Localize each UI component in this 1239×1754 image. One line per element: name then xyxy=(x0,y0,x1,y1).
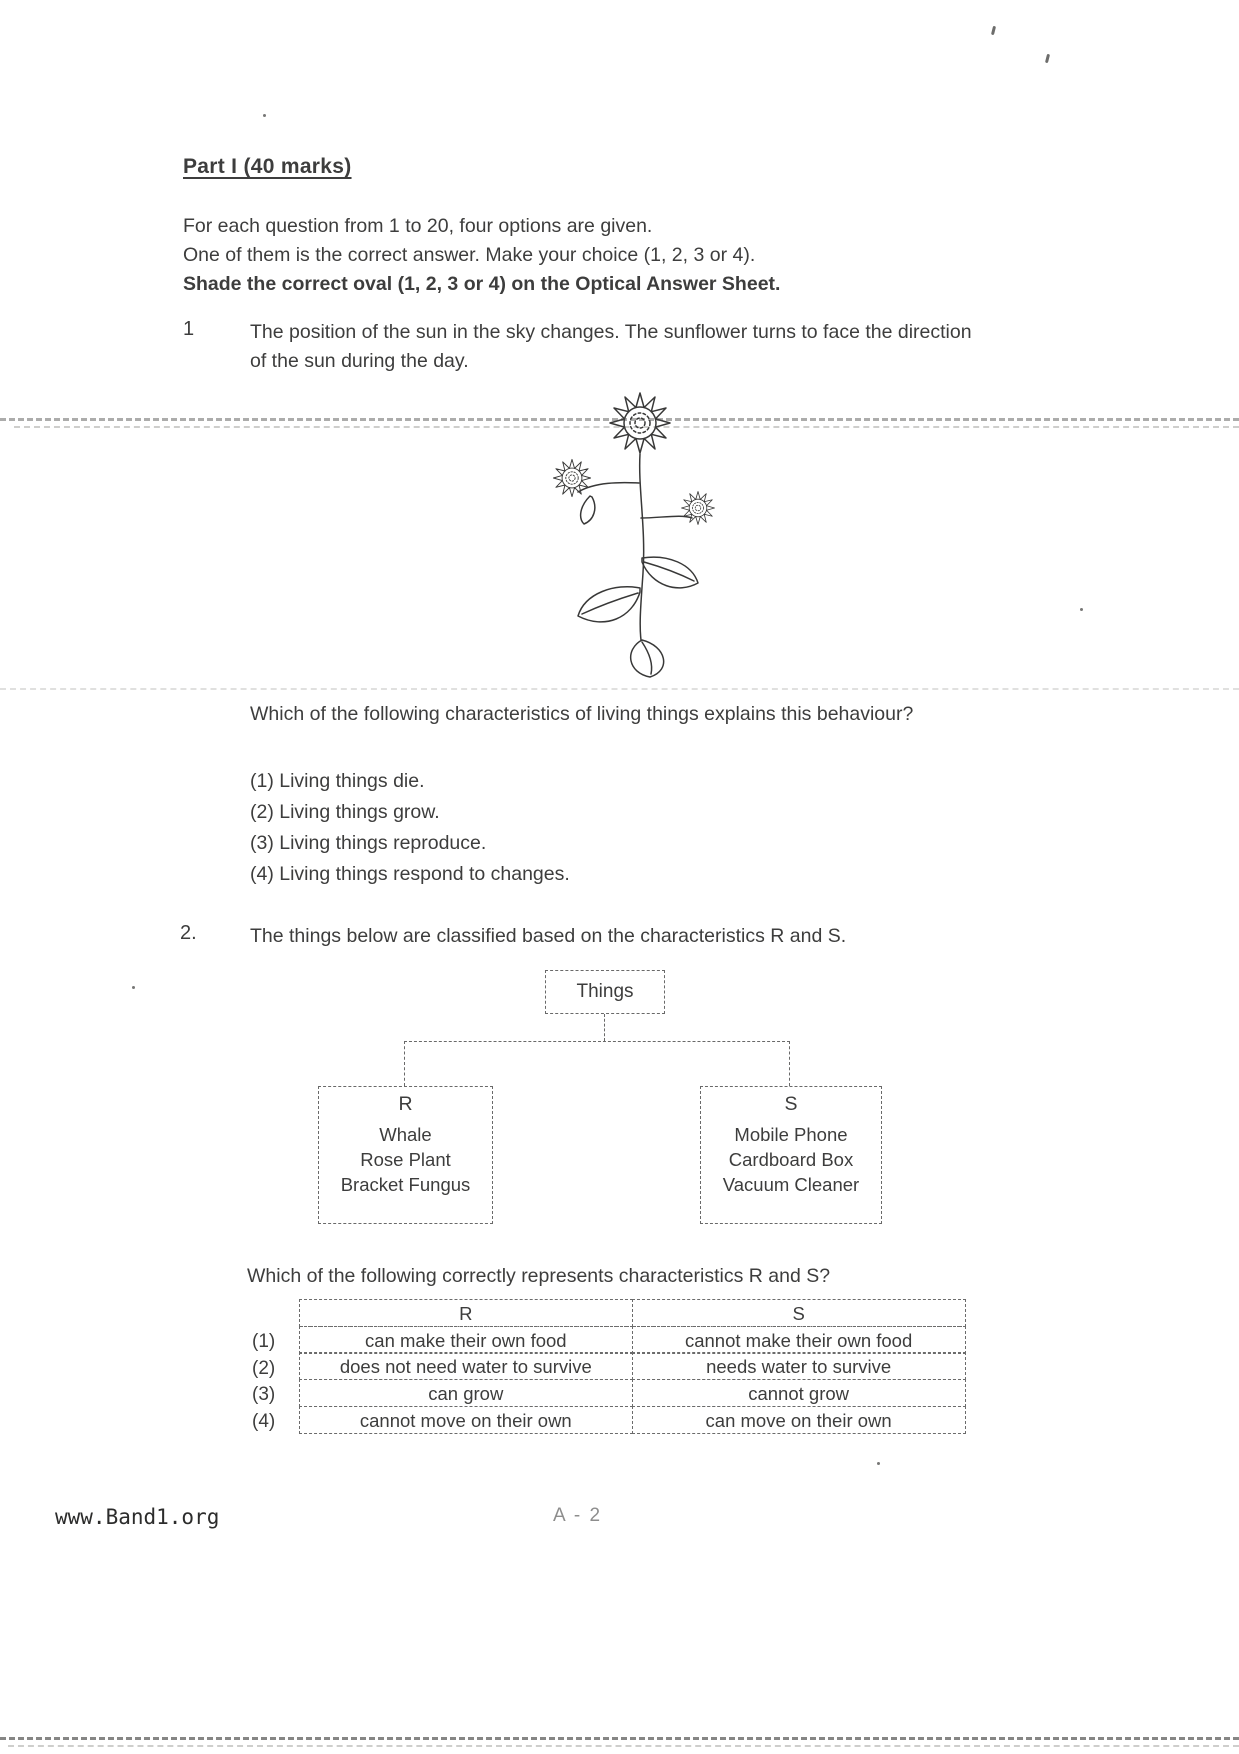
connector-line xyxy=(404,1041,405,1086)
column-header-s: S xyxy=(632,1299,966,1327)
cell-r: cannot move on their own xyxy=(299,1406,633,1434)
instruction-line-2: One of them is the correct answer. Make your choice (1, 2, 3 or 4). xyxy=(183,244,756,266)
question-2-number: 2. xyxy=(180,922,197,944)
table-row xyxy=(252,1380,966,1407)
group-s-item: Vacuum Cleaner xyxy=(722,1174,860,1195)
scan-artifact xyxy=(1080,608,1083,611)
scan-noise-band xyxy=(0,418,1239,421)
instruction-line-3: Shade the correct oval (1, 2, 3 or 4) on the Optical Answer Sheet. xyxy=(183,273,781,295)
scan-artifact xyxy=(263,114,266,117)
page-number: A - 2 xyxy=(553,1505,603,1526)
table-row xyxy=(252,1354,966,1381)
group-r-label: R xyxy=(398,1093,413,1115)
column-header-r: R xyxy=(299,1299,633,1327)
watermark-url: www.Band1.org xyxy=(55,1505,220,1529)
group-s-item: Mobile Phone xyxy=(734,1124,848,1145)
table-row xyxy=(252,1407,966,1434)
question-1-options xyxy=(250,766,570,890)
table-header-spacer xyxy=(252,1300,300,1327)
scan-noise-band xyxy=(14,426,1239,428)
group-s-item: Cardboard Box xyxy=(728,1149,854,1170)
cell-s: cannot make their own food xyxy=(632,1326,966,1354)
question-2-prompt: Which of the following correctly represents characteristics R and S? xyxy=(247,1265,831,1287)
option-number: (1) xyxy=(252,1330,276,1352)
question-2-stem: The things below are classified based on the characteristics R and S. xyxy=(250,925,847,947)
cell-s: needs water to survive xyxy=(632,1352,966,1380)
connector-line xyxy=(789,1041,790,1086)
instruction-line-1: For each question from 1 to 20, four options are given. xyxy=(183,215,653,237)
scan-artifact xyxy=(132,986,135,989)
question-1-prompt: Which of the following characteristics of living things explains this behaviour? xyxy=(250,703,914,725)
q1-option-3: (3) Living things reproduce. xyxy=(250,832,487,854)
question-1-stem: The position of the sun in the sky changes. The sunflower turns to face the direction of the sun during the day. xyxy=(250,321,972,372)
scan-noise-band xyxy=(8,1745,1239,1747)
connector-line xyxy=(604,1014,605,1041)
sunflower-illustration xyxy=(520,378,760,683)
table-row xyxy=(252,1327,966,1354)
part-title: Part I (40 marks) xyxy=(183,155,352,178)
scan-artifact xyxy=(877,1462,880,1465)
diagram-root-box: Things xyxy=(545,970,665,1014)
group-r-item: Rose Plant xyxy=(360,1149,451,1170)
scan-artifact xyxy=(991,26,996,35)
group-s-label: S xyxy=(784,1093,798,1115)
instructions-block xyxy=(183,212,983,299)
classification-diagram xyxy=(300,965,900,1237)
diagram-group-r-box xyxy=(318,1086,493,1224)
scan-noise-band xyxy=(0,688,1239,690)
connector-line xyxy=(404,1041,790,1042)
cell-s: can move on their own xyxy=(632,1406,966,1434)
option-number: (3) xyxy=(252,1384,276,1406)
option-number: (2) xyxy=(252,1357,276,1379)
option-number: (4) xyxy=(252,1411,276,1433)
cell-s: cannot grow xyxy=(632,1379,966,1407)
group-r-item: Whale xyxy=(379,1124,432,1145)
answer-options-table xyxy=(252,1300,966,1434)
q1-option-2: (2) Living things grow. xyxy=(250,801,440,823)
scan-artifact xyxy=(1045,54,1050,63)
cell-r: can grow xyxy=(299,1379,633,1407)
cell-r: does not need water to survive xyxy=(299,1352,633,1380)
q1-option-4: (4) Living things respond to changes. xyxy=(250,863,570,885)
cell-r: can make their own food xyxy=(299,1326,633,1354)
group-r-item: Bracket Fungus xyxy=(340,1174,471,1195)
table-header-row xyxy=(252,1300,966,1327)
scan-noise-band xyxy=(0,1737,1239,1740)
q1-option-1: (1) Living things die. xyxy=(250,770,425,792)
question-1-number: 1 xyxy=(183,318,195,340)
diagram-group-s-box xyxy=(700,1086,882,1224)
